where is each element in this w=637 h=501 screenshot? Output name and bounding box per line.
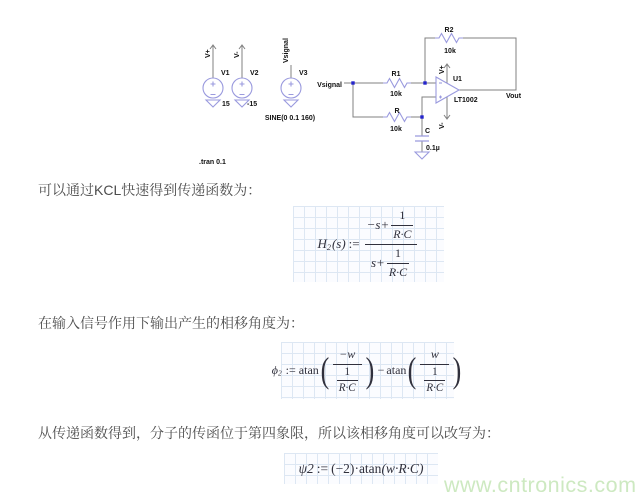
f1-assign: :=: [348, 236, 360, 251]
formula-phase-angle: [271, 342, 462, 399]
circuit-schematic: [190, 8, 535, 170]
resistor-r2: [435, 34, 463, 43]
f3-coeff: (−2): [331, 460, 355, 476]
f1-num-one: 1: [399, 208, 406, 222]
node-dot: [351, 81, 354, 84]
v2-value: -15: [247, 101, 258, 108]
formula-rewritten-phase: [284, 453, 438, 484]
fraction-bar: [337, 380, 358, 381]
f2-t1-rc: R·C: [338, 382, 356, 394]
resistor-r1: [383, 79, 411, 88]
fraction-bar: [365, 244, 418, 245]
paragraph-rewrite-intro: 从传递函数得到，分子的传函位于第四象限，所以该相移角度可以改写为：: [38, 425, 500, 441]
f2-t2-num: w: [430, 347, 439, 361]
ground-symbol: [206, 100, 220, 107]
v3-name: V3: [299, 70, 308, 77]
f1-den-rc: R·C: [388, 265, 408, 279]
paragraph-phase-shift-intro: 在输入信号作用下输出产生的相移角度为：: [38, 315, 304, 331]
v1-value: 15: [222, 101, 230, 108]
formula-transfer-function: [293, 206, 444, 282]
f2-t2-one: 1: [432, 366, 438, 378]
f3-assign: :=: [316, 460, 329, 476]
f3-fn: atan: [358, 460, 382, 476]
r2-name: R2: [444, 27, 454, 34]
r-value: 10k: [390, 126, 402, 133]
r1-value: 10k: [390, 91, 402, 98]
f2-sub: 2: [277, 368, 282, 378]
v1-name: V1: [221, 70, 230, 77]
f2-t1-one: 1: [344, 366, 350, 378]
right-paren: ): [365, 350, 374, 391]
f1-den-one: 1: [394, 246, 401, 260]
f3-lhs: ψ2: [298, 460, 314, 476]
opamp-vplus-label: V+: [439, 65, 446, 74]
left-paren: (: [320, 350, 330, 391]
fraction-bar: [420, 364, 449, 365]
fraction-bar: [387, 263, 409, 264]
c-name: C: [425, 128, 431, 135]
v2-net-flag: V-: [234, 51, 241, 58]
f3-arg: (w·R·C): [381, 460, 424, 476]
site-watermark: www.cntronics.com: [444, 473, 637, 497]
f1-sub: 2: [326, 242, 331, 252]
node-dot: [420, 115, 423, 118]
f1-num-prefix: −s+: [366, 217, 390, 232]
f1-num-rc: R·C: [393, 227, 412, 241]
ground-symbol: [284, 100, 298, 107]
f1-arg: (s): [331, 236, 346, 251]
paragraph-kcl-intro: 可以通过KCL快速得到传递函数为：: [38, 182, 262, 198]
right-paren: ): [452, 350, 462, 391]
v1-net-flag: V+: [205, 49, 212, 58]
fraction-bar: [424, 380, 445, 381]
v3-net-flag: Vsignal: [283, 38, 290, 63]
node-dot: [423, 81, 426, 84]
c-value: 0.1µ: [426, 145, 440, 152]
f2-t2-rc: R·C: [426, 382, 444, 394]
f1-lhs: H: [317, 236, 327, 251]
v3-sine-model: SINE(0 0.1 160): [264, 115, 316, 122]
left-paren: (: [408, 350, 417, 391]
wires: [210, 38, 516, 152]
r-name: R: [394, 108, 400, 115]
f2-minus: −: [377, 363, 385, 377]
vsignal-net-label: Vsignal: [317, 82, 342, 89]
opamp-name: U1: [453, 76, 462, 83]
f3-dot: ·: [354, 460, 359, 476]
ground-symbol: [415, 152, 429, 159]
f2-lhs: ϕ: [271, 363, 278, 377]
f2-assign: :=: [285, 363, 296, 377]
v2-name: V2: [250, 70, 259, 77]
r2-value: 10k: [444, 48, 456, 55]
opamp-vminus-label: V-: [439, 122, 446, 129]
fraction-bar: [333, 364, 362, 365]
capacitor-c: [415, 136, 429, 141]
fraction-bar: [391, 225, 413, 226]
f2-t1-num: −w: [339, 347, 356, 361]
spice-directive: .tran 0.1: [199, 159, 226, 166]
f1-den-prefix: s+: [370, 255, 385, 270]
r1-name: R1: [391, 71, 401, 78]
f2-fn2: atan: [386, 363, 407, 377]
opamp-model: LT1002: [454, 97, 478, 104]
f2-fn1: atan: [298, 363, 319, 377]
vout-label: Vout: [506, 93, 522, 100]
